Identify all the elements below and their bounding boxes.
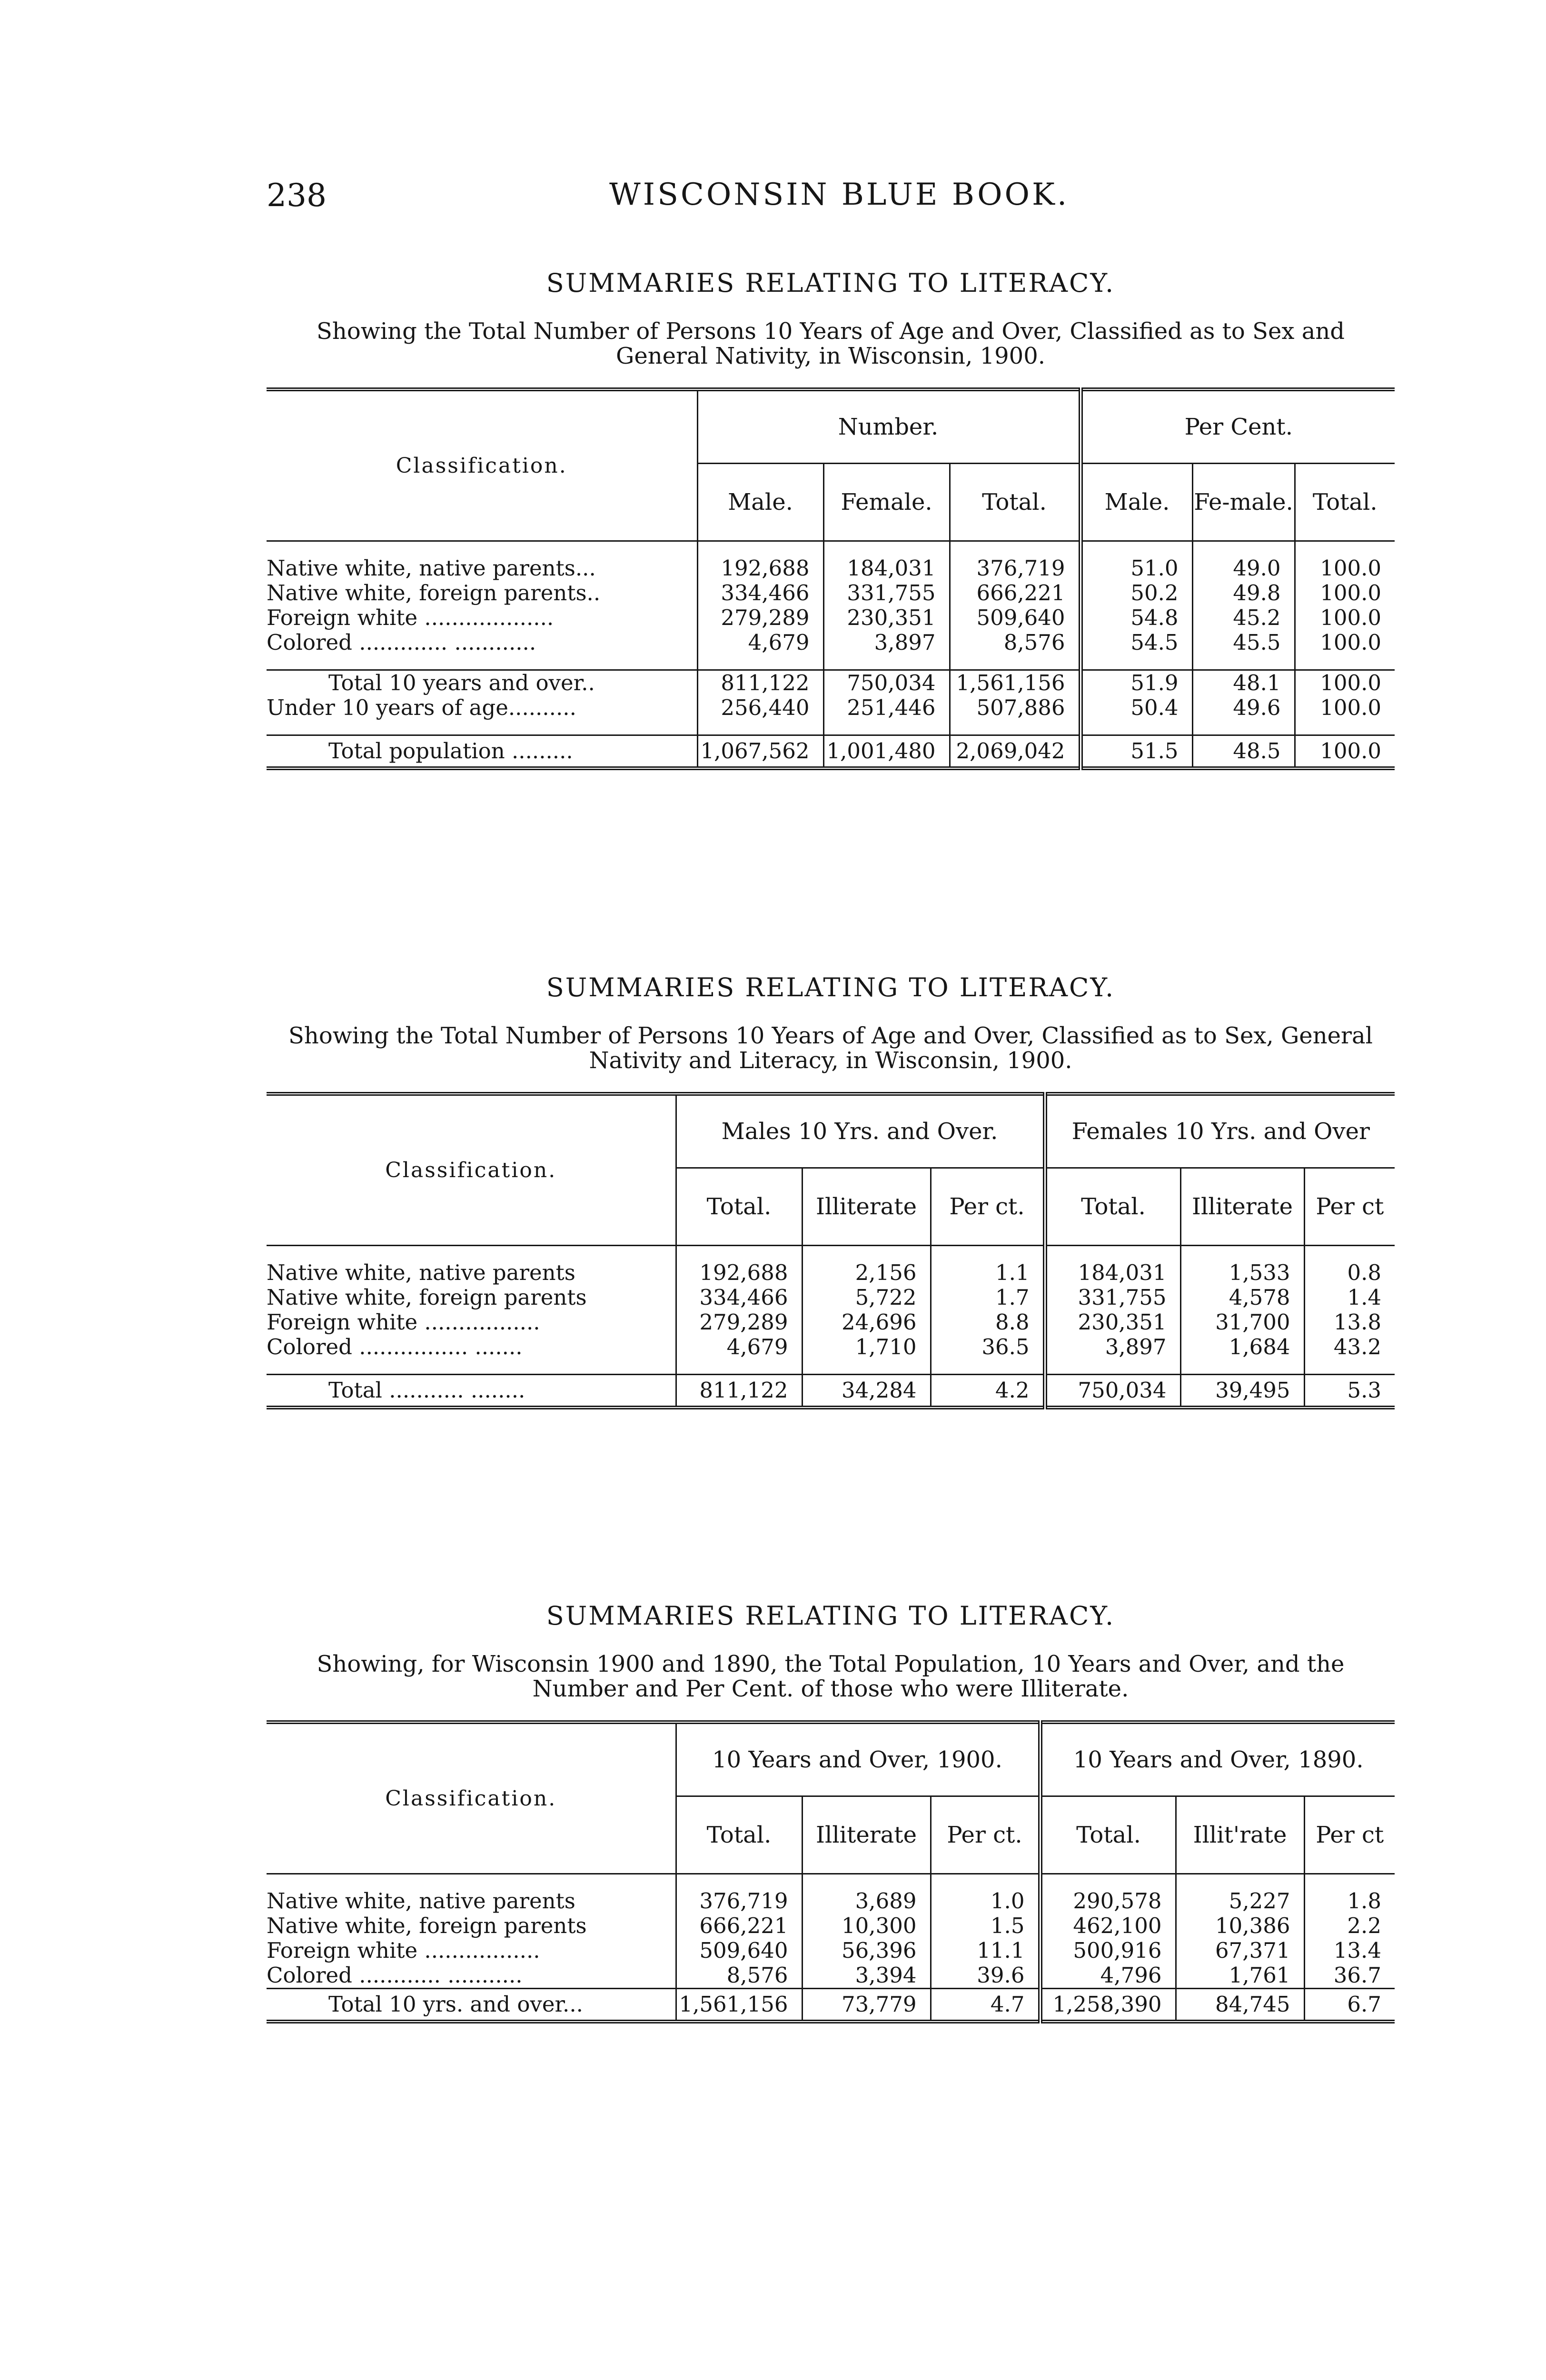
table-cell: 50.4 [1080, 695, 1192, 720]
table-cell: 51.0 [1080, 556, 1192, 581]
table-cell: 507,886 [950, 695, 1080, 720]
table-cell: 100.0 [1295, 735, 1395, 769]
group-header-males: Males 10 Yrs. and Over. [676, 1094, 1045, 1168]
table-cell: 279,289 [697, 605, 823, 630]
table-cell: 10,300 [802, 1914, 931, 1938]
running-header [267, 177, 1395, 214]
column-header: Fe-male. [1192, 464, 1295, 541]
section-1 [267, 267, 1395, 770]
column-header: Illiterate [802, 1168, 931, 1246]
section-subtitle: Showing the Total Number of Persons 10 Years of Age and Over, Classified as to Sex and General Nativity, in Wisconsin, 1900. [317, 318, 1345, 369]
table-row [267, 1375, 1395, 1408]
table-cell: 462,100 [1040, 1914, 1176, 1938]
table-cell: 750,034 [823, 670, 950, 696]
table-cell: 100.0 [1295, 605, 1395, 630]
table-cell: 1,533 [1180, 1260, 1304, 1285]
running-title: WISCONSIN BLUE BOOK. [609, 177, 1070, 212]
table-row [267, 1889, 1395, 1914]
column-header: Per ct [1304, 1796, 1395, 1874]
table-cell: 666,221 [950, 581, 1080, 605]
table-cell: 1,001,480 [823, 735, 950, 769]
table-row [267, 1285, 1395, 1310]
table-cell: 48.1 [1192, 670, 1295, 696]
literacy-table-3 [267, 1720, 1395, 2023]
table-cell: 34,284 [802, 1375, 931, 1408]
column-header: Female. [823, 464, 950, 541]
table-cell: 49.6 [1192, 695, 1295, 720]
column-header: Total. [1040, 1796, 1176, 1874]
table-cell: 3,394 [802, 1963, 931, 1989]
group-header-number: Number. [697, 389, 1080, 464]
table-cell: 500,916 [1040, 1938, 1176, 1963]
table-cell: 811,122 [697, 670, 823, 696]
table-cell: 2.2 [1304, 1914, 1395, 1938]
table-cell: 84,745 [1176, 1989, 1304, 2022]
table-cell: 331,755 [1045, 1285, 1180, 1310]
table-cell: 4.7 [931, 1989, 1040, 2022]
table-cell: 48.5 [1192, 735, 1295, 769]
table-cell: 184,031 [1045, 1260, 1180, 1285]
table-row [267, 1260, 1395, 1285]
table-cell: 2,069,042 [950, 735, 1080, 769]
table-cell: 5.3 [1304, 1375, 1395, 1408]
column-header: Total. [1045, 1168, 1180, 1246]
table-cell: 1.4 [1304, 1285, 1395, 1310]
table-cell: 51.5 [1080, 735, 1192, 769]
classification-header: Classification. [267, 1722, 676, 1874]
table-cell: 24,696 [802, 1310, 931, 1335]
table-cell: 11.1 [931, 1938, 1040, 1963]
table-cell: 67,371 [1176, 1938, 1304, 1963]
table-row [267, 1938, 1395, 1963]
column-header: Illit'rate [1176, 1796, 1304, 1874]
section-title: SUMMARIES RELATING TO LITERACY. [546, 1601, 1115, 1631]
table-cell: 334,466 [676, 1285, 802, 1310]
table-cell: 0.8 [1304, 1260, 1395, 1285]
table-cell: 8.8 [931, 1310, 1045, 1335]
row-label: Total 10 years and over.. [267, 670, 697, 696]
row-label: Native white, native parents [267, 1260, 575, 1285]
column-header: Male. [1080, 464, 1192, 541]
table-cell: 1,067,562 [697, 735, 823, 769]
column-header: Illiterate [1180, 1168, 1304, 1246]
row-label: Foreign white ................. [267, 1938, 540, 1963]
group-header-1890: 10 Years and Over, 1890. [1040, 1722, 1395, 1796]
table-cell: 279,289 [676, 1310, 802, 1335]
table-cell: 184,031 [823, 556, 950, 581]
literacy-table-1 [267, 387, 1395, 770]
column-header: Male. [697, 464, 823, 541]
row-label: Colored ............. ............ [267, 630, 536, 655]
table-cell: 5,722 [802, 1285, 931, 1310]
table-cell: 509,640 [950, 605, 1080, 630]
table-cell: 251,446 [823, 695, 950, 720]
column-header: Total. [676, 1796, 802, 1874]
row-label: Under 10 years of age.......... [267, 695, 576, 720]
classification-header: Classification. [267, 389, 697, 541]
table-cell: 8,576 [950, 630, 1080, 655]
table-cell: 666,221 [676, 1914, 802, 1938]
page-number: 238 [267, 177, 327, 214]
table-row [267, 1914, 1395, 1938]
table-cell: 1,258,390 [1040, 1989, 1176, 2022]
section-subtitle: Showing, for Wisconsin 1900 and 1890, the Total Population, 10 Years and Over, and the Number and Per Cent. of those who were Illiterate. [317, 1651, 1345, 1702]
group-header-1900: 10 Years and Over, 1900. [676, 1722, 1040, 1796]
row-label: Colored ................ ....... [267, 1335, 523, 1359]
classification-header: Classification. [267, 1094, 676, 1246]
group-header-per-cent: Per Cent. [1080, 389, 1395, 464]
table-cell: 2,156 [802, 1260, 931, 1285]
table-row [267, 735, 1395, 769]
table-cell: 3,897 [823, 630, 950, 655]
column-header: Per ct [1304, 1168, 1395, 1246]
table-row [267, 1310, 1395, 1335]
table-cell: 376,719 [676, 1889, 802, 1914]
table-cell: 39,495 [1180, 1375, 1304, 1408]
row-label: Native white, native parents [267, 1889, 575, 1914]
table-cell: 49.0 [1192, 556, 1295, 581]
table-cell: 1.0 [931, 1889, 1040, 1914]
table-cell: 256,440 [697, 695, 823, 720]
section-3 [267, 1599, 1395, 2023]
table-cell: 45.5 [1192, 630, 1295, 655]
table-cell: 100.0 [1295, 695, 1395, 720]
table-row [267, 581, 1395, 605]
table-cell: 39.6 [931, 1963, 1040, 1989]
row-label: Native white, foreign parents.. [267, 581, 601, 605]
column-header: Total. [950, 464, 1080, 541]
table-cell: 811,122 [676, 1375, 802, 1408]
table-cell: 10,386 [1176, 1914, 1304, 1938]
table-cell: 100.0 [1295, 581, 1395, 605]
table-cell: 331,755 [823, 581, 950, 605]
table-cell: 192,688 [676, 1260, 802, 1285]
literacy-table-2 [267, 1092, 1395, 1409]
row-label: Colored ............ ........... [267, 1963, 523, 1988]
table-cell: 750,034 [1045, 1375, 1180, 1408]
table-row [267, 1335, 1395, 1359]
section-subtitle: Showing the Total Number of Persons 10 Years of Age and Over, Classified as to Sex, General Nativity and Literacy, in Wisconsin, 1900. [288, 1022, 1373, 1074]
table-cell: 192,688 [697, 556, 823, 581]
table-cell: 73,779 [802, 1989, 931, 2022]
table-cell: 8,576 [676, 1963, 802, 1989]
table-cell: 1,561,156 [950, 670, 1080, 696]
table-cell: 1,561,156 [676, 1989, 802, 2022]
table-cell: 376,719 [950, 556, 1080, 581]
table-cell: 3,689 [802, 1889, 931, 1914]
table-cell: 334,466 [697, 581, 823, 605]
column-header: Illiterate [802, 1796, 931, 1874]
table-cell: 4,578 [1180, 1285, 1304, 1310]
table-cell: 230,351 [1045, 1310, 1180, 1335]
table-cell: 31,700 [1180, 1310, 1304, 1335]
column-header: Total. [676, 1168, 802, 1246]
group-header-females: Females 10 Yrs. and Over [1045, 1094, 1395, 1168]
table-cell: 36.5 [931, 1335, 1045, 1359]
table-cell: 3,897 [1045, 1335, 1180, 1359]
table-cell: 5,227 [1176, 1889, 1304, 1914]
table-cell: 290,578 [1040, 1889, 1176, 1914]
table-cell: 1.1 [931, 1260, 1045, 1285]
table-cell: 4.2 [931, 1375, 1045, 1408]
table-cell: 13.4 [1304, 1938, 1395, 1963]
table-cell: 100.0 [1295, 556, 1395, 581]
table-cell: 6.7 [1304, 1989, 1395, 2022]
row-label: Total 10 yrs. and over... [267, 1989, 676, 2022]
section-title: SUMMARIES RELATING TO LITERACY. [546, 972, 1115, 1002]
table-cell: 43.2 [1304, 1335, 1395, 1359]
table-row [267, 630, 1395, 655]
table-cell: 100.0 [1295, 630, 1395, 655]
table-cell: 1.8 [1304, 1889, 1395, 1914]
table-cell: 1.5 [931, 1914, 1040, 1938]
table-cell: 1.7 [931, 1285, 1045, 1310]
table-cell: 54.8 [1080, 605, 1192, 630]
table-cell: 100.0 [1295, 670, 1395, 696]
row-label: Foreign white ................... [267, 605, 554, 630]
column-header: Per ct. [931, 1168, 1045, 1246]
table-cell: 36.7 [1304, 1963, 1395, 1989]
table-cell: 4,796 [1040, 1963, 1176, 1989]
row-label: Native white, native parents... [267, 556, 596, 581]
section-2 [267, 971, 1395, 1409]
table-cell: 13.8 [1304, 1310, 1395, 1335]
table-cell: 4,679 [697, 630, 823, 655]
table-row [267, 670, 1395, 696]
table-cell: 50.2 [1080, 581, 1192, 605]
section-title: SUMMARIES RELATING TO LITERACY. [546, 268, 1115, 298]
column-header: Total. [1295, 464, 1395, 541]
column-header: Per ct. [931, 1796, 1040, 1874]
table-cell: 509,640 [676, 1938, 802, 1963]
table-cell: 1,710 [802, 1335, 931, 1359]
table-row [267, 605, 1395, 630]
row-label: Total ........... ........ [267, 1375, 676, 1408]
table-cell: 1,761 [1176, 1963, 1304, 1989]
table-cell: 230,351 [823, 605, 950, 630]
table-cell: 45.2 [1192, 605, 1295, 630]
row-label: Native white, foreign parents [267, 1914, 587, 1938]
table-row [267, 556, 1395, 581]
row-label: Foreign white ................. [267, 1310, 540, 1335]
table-cell: 51.9 [1080, 670, 1192, 696]
table-cell: 4,679 [676, 1335, 802, 1359]
row-label: Native white, foreign parents [267, 1285, 587, 1310]
table-row [267, 1963, 1395, 1989]
row-label: Total population ......... [267, 735, 697, 769]
table-cell: 56,396 [802, 1938, 931, 1963]
table-cell: 1,684 [1180, 1335, 1304, 1359]
table-cell: 49.8 [1192, 581, 1295, 605]
table-row [267, 1989, 1395, 2022]
table-cell: 54.5 [1080, 630, 1192, 655]
table-row [267, 695, 1395, 720]
